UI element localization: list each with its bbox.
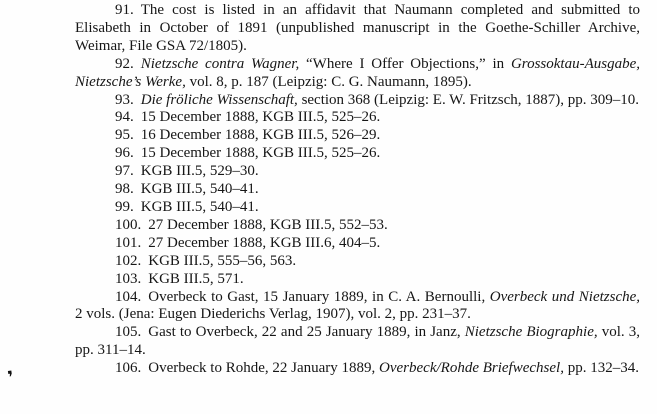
footnote-number: 103.: [115, 270, 142, 287]
footnote-italic-text: Overbeck und Nietzsche,: [489, 288, 641, 305]
footnote-number: 104.: [115, 288, 142, 305]
footnote-text: KGB III.5, 555–56, 563.: [148, 252, 297, 269]
footnote-text: KGB III.5, 540–41.: [140, 198, 259, 215]
footnote-92: [75, 56, 640, 92]
footnote-98: [75, 181, 640, 199]
footnote-number: 95.: [115, 127, 134, 144]
footnote-italic-text: Grossoktau-Ausgabe, Nietzsche’s Werke,: [75, 55, 640, 90]
ink-smudge-mark: ❜: [6, 367, 16, 389]
footnote-text: vol. 8, p. 187 (Leipzig: C. G. Naumann, 1895).: [185, 73, 472, 90]
footnote-91: [75, 2, 640, 56]
footnote-number: 105.: [115, 324, 142, 341]
footnote-text: 16 December 1888, KGB III.5, 526–29.: [140, 127, 381, 144]
footnote-text: “Where I Offer Objections,” in: [299, 55, 511, 72]
footnote-number: 96.: [115, 145, 134, 162]
footnote-99: [75, 199, 640, 217]
footnote-102: [75, 253, 640, 271]
footnote-101: [75, 235, 640, 253]
footnote-text: vol. 3, pp. 311–14.: [75, 324, 641, 359]
footnote-text: 27 December 1888, KGB III.6, 404–5.: [148, 234, 381, 251]
footnote-text: KGB III.5, 540–41.: [140, 181, 259, 198]
footnote-text: The cost is listed in an affidavit that Naumann completed and submitted to Elisabeth in October of 1891 (unpublished manuscript in the Goethe-Schiller Archive, Weimar, File GSA 72/1805).: [75, 2, 640, 54]
footnote-text: Overbeck to Rohde, 22 January 1889,: [148, 360, 380, 377]
footnote-96: [75, 145, 640, 163]
footnote-number: 100.: [115, 216, 142, 233]
footnote-93: [75, 92, 640, 110]
footnote-106: [75, 360, 640, 378]
footnote-number: 106.: [115, 360, 142, 377]
footnote-95: [75, 127, 640, 145]
footnote-number: 102.: [115, 252, 142, 269]
footnote-text: Overbeck to Gast, 15 January 1889, in C. A. Bernoulli,: [148, 288, 490, 305]
footnote-104: [75, 289, 640, 325]
footnote-text: Gast to Overbeck, 22 and 25 January 1889, in Janz,: [148, 324, 465, 341]
footnote-100: [75, 217, 640, 235]
footnote-number: 93.: [115, 91, 134, 108]
endnotes-list: [75, 2, 640, 378]
footnote-italic-text: Overbeck/Rohde Briefwechsel,: [379, 360, 564, 377]
footnote-105: [75, 324, 640, 360]
footnote-text: 15 December 1888, KGB III.5, 525–26.: [140, 109, 381, 126]
footnote-text: pp. 132–34.: [563, 360, 639, 377]
footnote-number: 91.: [115, 2, 134, 18]
footnote-94: [75, 109, 640, 127]
footnote-text: 2 vols. (Jena: Eugen Diederichs Verlag, 1907), vol. 2, pp. 231–37.: [75, 306, 471, 323]
footnote-text: KGB III.5, 571.: [148, 270, 244, 287]
footnote-103: [75, 271, 640, 289]
footnote-text: KGB III.5, 529–30.: [140, 163, 259, 180]
footnote-number: 94.: [115, 109, 134, 126]
footnote-97: [75, 163, 640, 181]
footnote-number: 98.: [115, 181, 134, 198]
footnote-text: 15 December 1888, KGB III.5, 525–26.: [140, 145, 381, 162]
footnote-italic-text: Nietzsche Biographie,: [464, 324, 598, 341]
footnote-number: 97.: [115, 163, 134, 180]
footnote-italic-text: Nietzsche contra Wagner,: [140, 55, 300, 72]
footnote-number: 99.: [115, 198, 134, 215]
footnote-text: section 368 (Leipzig: E. W. Fritzsch, 1887), pp. 309–10.: [297, 91, 640, 108]
footnote-italic-text: Die fröliche Wissenschaft,: [140, 91, 298, 108]
footnote-number: 101.: [115, 234, 142, 251]
footnote-text: 27 December 1888, KGB III.5, 552–53.: [148, 216, 388, 233]
footnote-number: 92.: [115, 55, 134, 72]
